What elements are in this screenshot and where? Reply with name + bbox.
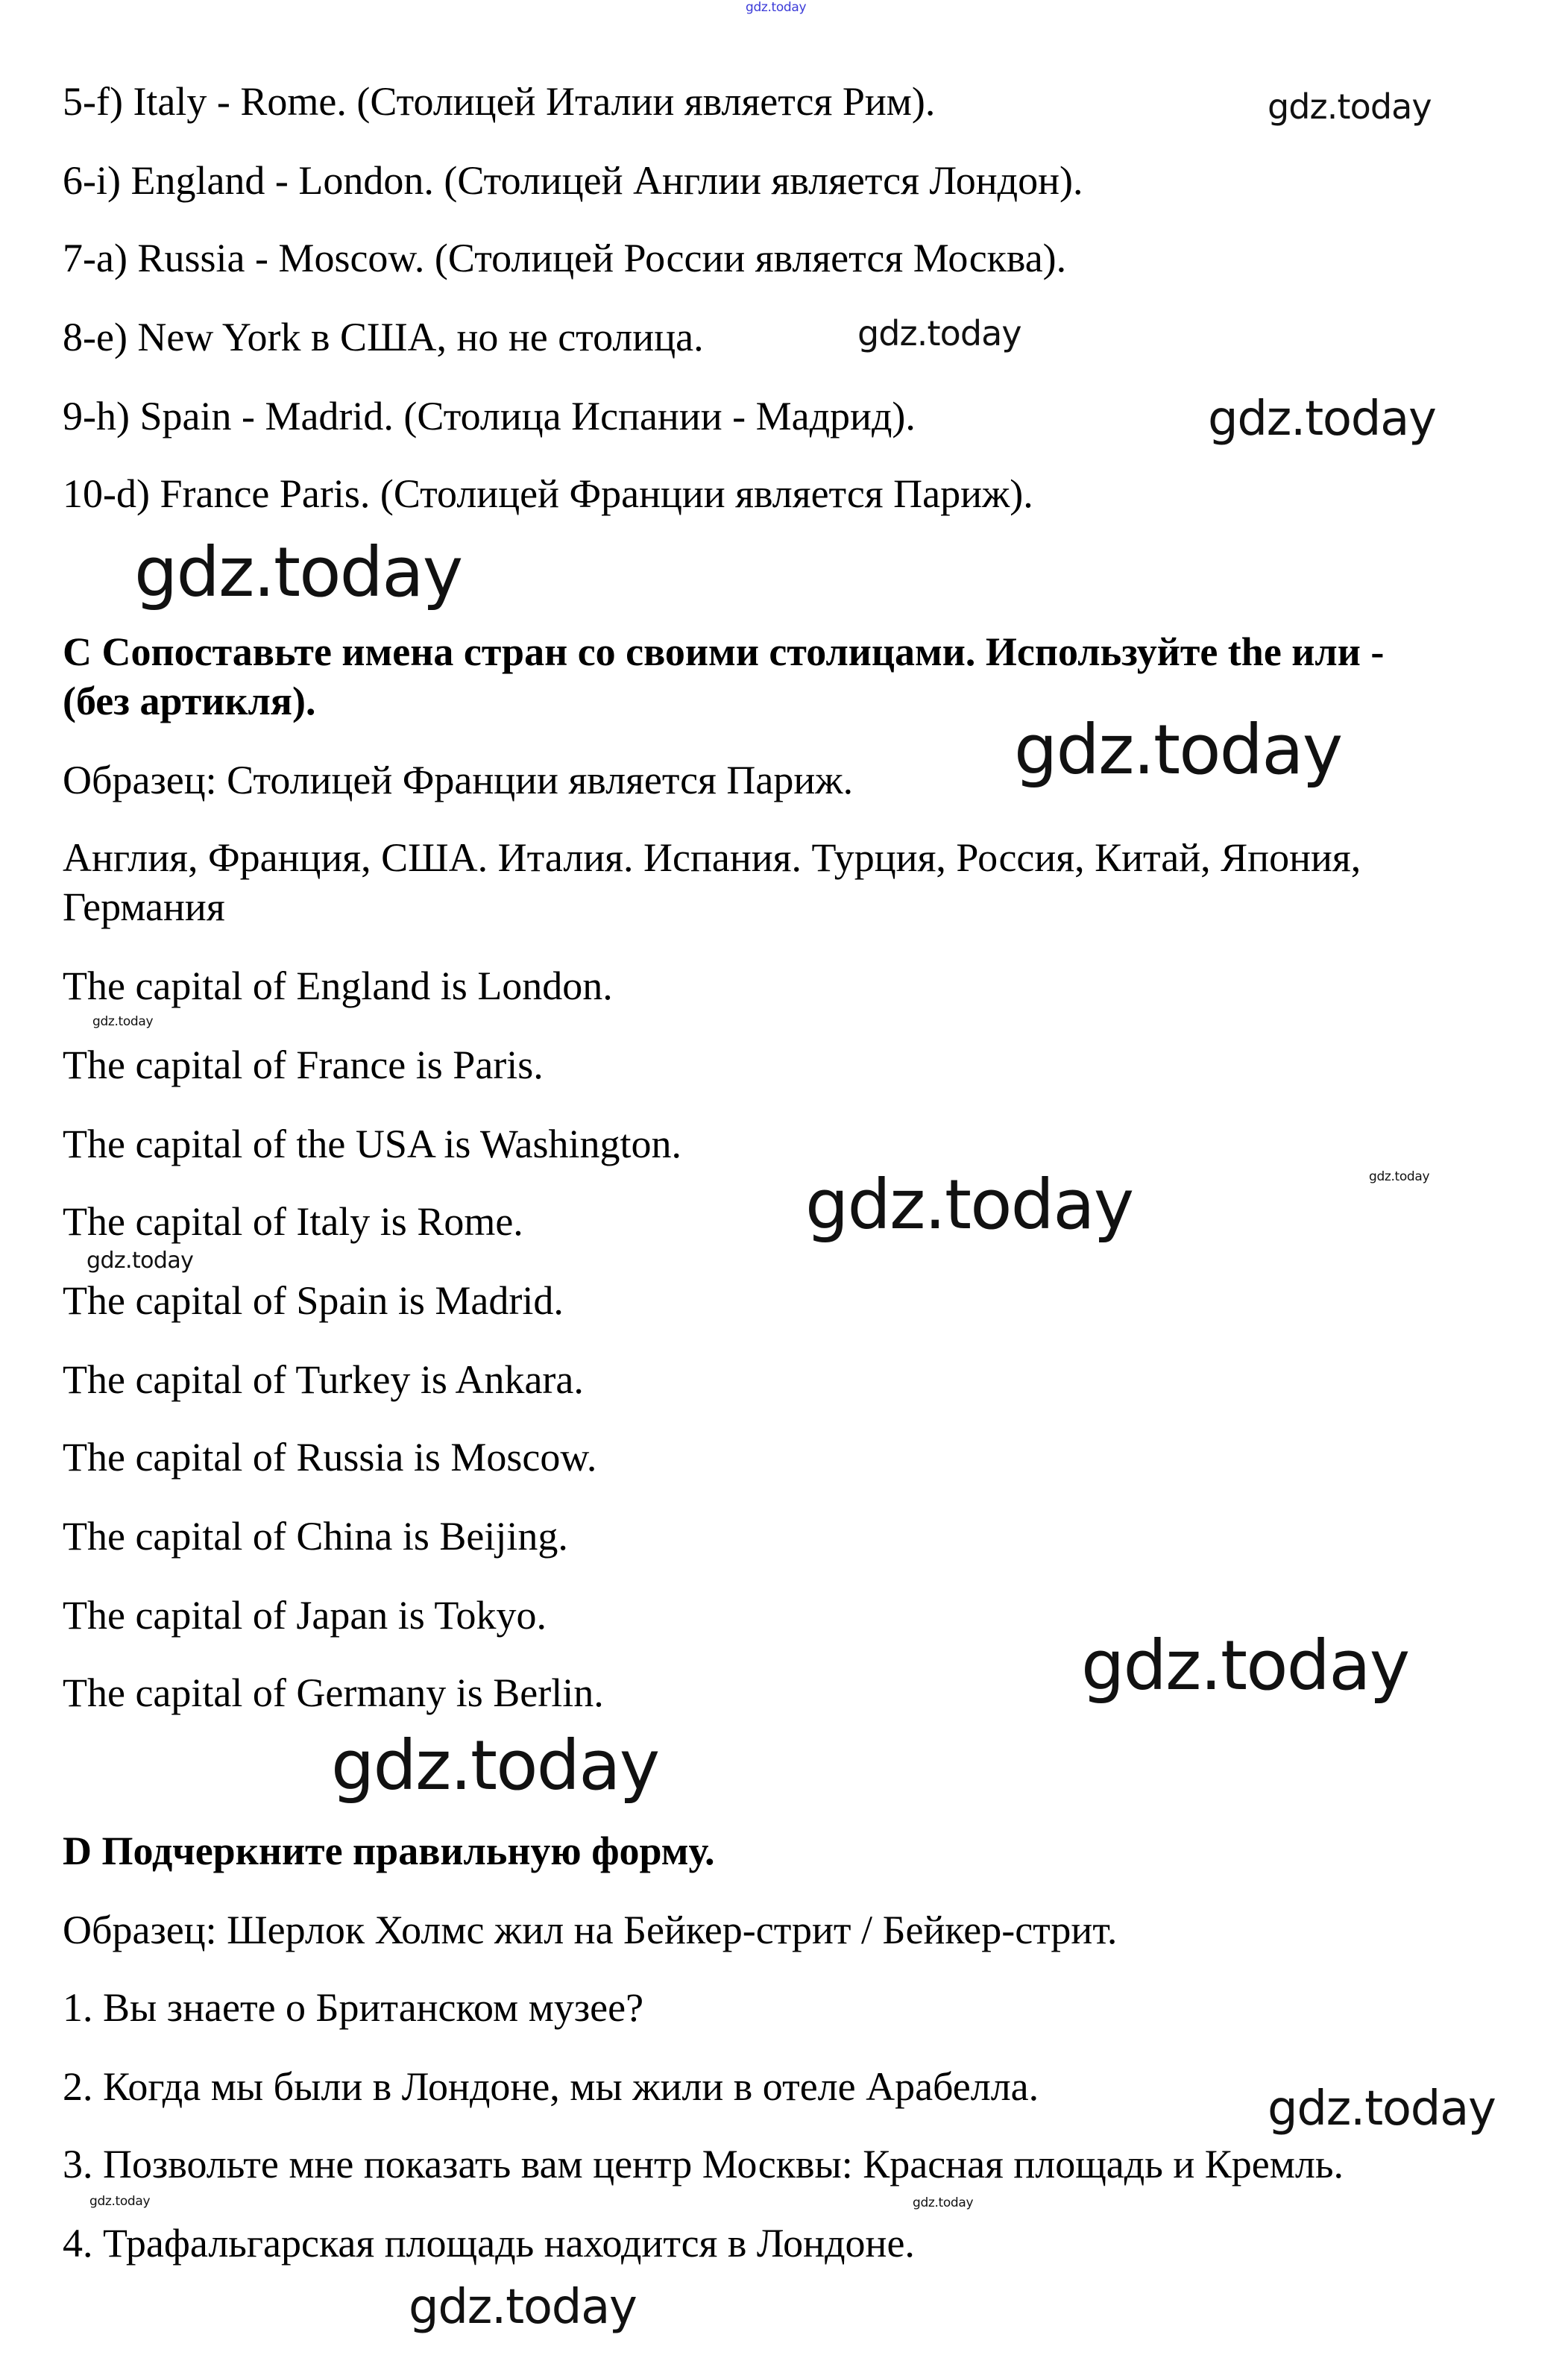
capital-answer: The capital of the USA is Washington. xyxy=(63,1122,682,1166)
section-d-item: 3. Позвольте мне показать вам центр Москвы: Красная площадь и Кремль. xyxy=(63,2142,1344,2186)
section-d-item: 4. Трафальгарская площадь находится в Лондоне. xyxy=(63,2221,915,2266)
capital-answer: The capital of England is London. xyxy=(63,963,613,1008)
answer-line: 7-a) Russia - Moscow. (Столицей России является Москва). xyxy=(63,236,1067,280)
answer-line: 10-d) France Paris. (Столицей Франции является Париж). xyxy=(63,471,1033,516)
capital-answer: The capital of Japan is Tokyo. xyxy=(63,1593,547,1638)
section-d-example: Образец: Шерлок Холмс жил на Бейкер-стрит / Бейкер-стрит. xyxy=(63,1908,1118,1952)
watermark: gdz.today xyxy=(1081,1626,1409,1705)
section-d-item: 1. Вы знаете о Британском музее? xyxy=(63,1985,644,2030)
answer-line: 8-e) New York в США, но не столица. xyxy=(63,315,704,359)
country-list: Англия, Франция, США. Италия. Испания. Турция, Россия, Китай, Япония, xyxy=(63,835,1361,880)
section-c-heading-cont: (без артикля). xyxy=(63,679,316,723)
answer-line: 6-i) England - London. (Столицей Англии является Лондон). xyxy=(63,158,1083,203)
watermark: gdz.today xyxy=(86,1248,194,1274)
section-c-heading: C Сопоставьте имена стран со своими столицами. Используйте the или - xyxy=(63,629,1385,674)
watermark: gdz.today xyxy=(1268,87,1432,127)
watermark: gdz.today xyxy=(913,2195,974,2210)
watermark: gdz.today xyxy=(134,532,462,612)
watermark: gdz.today xyxy=(746,0,807,15)
capital-answer: The capital of China is Beijing. xyxy=(63,1514,568,1559)
watermark: gdz.today xyxy=(1208,392,1436,447)
watermark: gdz.today xyxy=(1014,710,1342,790)
watermark: gdz.today xyxy=(805,1165,1133,1245)
watermark: gdz.today xyxy=(89,2194,151,2209)
watermark: gdz.today xyxy=(1369,1169,1430,1184)
section-c-example: Образец: Столицей Франции является Париж. xyxy=(63,758,854,802)
watermark: gdz.today xyxy=(857,313,1021,353)
watermark: gdz.today xyxy=(1268,2081,1496,2137)
capital-answer: The capital of Germany is Berlin. xyxy=(63,1670,604,1715)
answer-line: 9-h) Spain - Madrid. (Столица Испании - Мадрид). xyxy=(63,394,916,438)
capital-answer: The capital of Turkey is Ankara. xyxy=(63,1357,584,1402)
capital-answer: The capital of Spain is Madrid. xyxy=(63,1278,564,1323)
capital-answer: The capital of Italy is Rome. xyxy=(63,1199,523,1244)
watermark: gdz.today xyxy=(92,1014,154,1029)
answer-line: 5-f) Italy - Rome. (Столицей Италии является Рим). xyxy=(63,79,936,124)
country-list-cont: Германия xyxy=(63,884,225,929)
capital-answer: The capital of Russia is Moscow. xyxy=(63,1435,597,1480)
capital-answer: The capital of France is Paris. xyxy=(63,1043,544,1087)
watermark: gdz.today xyxy=(331,1726,659,1805)
watermark: gdz.today xyxy=(409,2280,637,2335)
section-d-item: 2. Когда мы были в Лондоне, мы жили в отеле Арабелла. xyxy=(63,2064,1039,2109)
section-d-heading: D Подчеркните правильную форму. xyxy=(63,1829,715,1873)
